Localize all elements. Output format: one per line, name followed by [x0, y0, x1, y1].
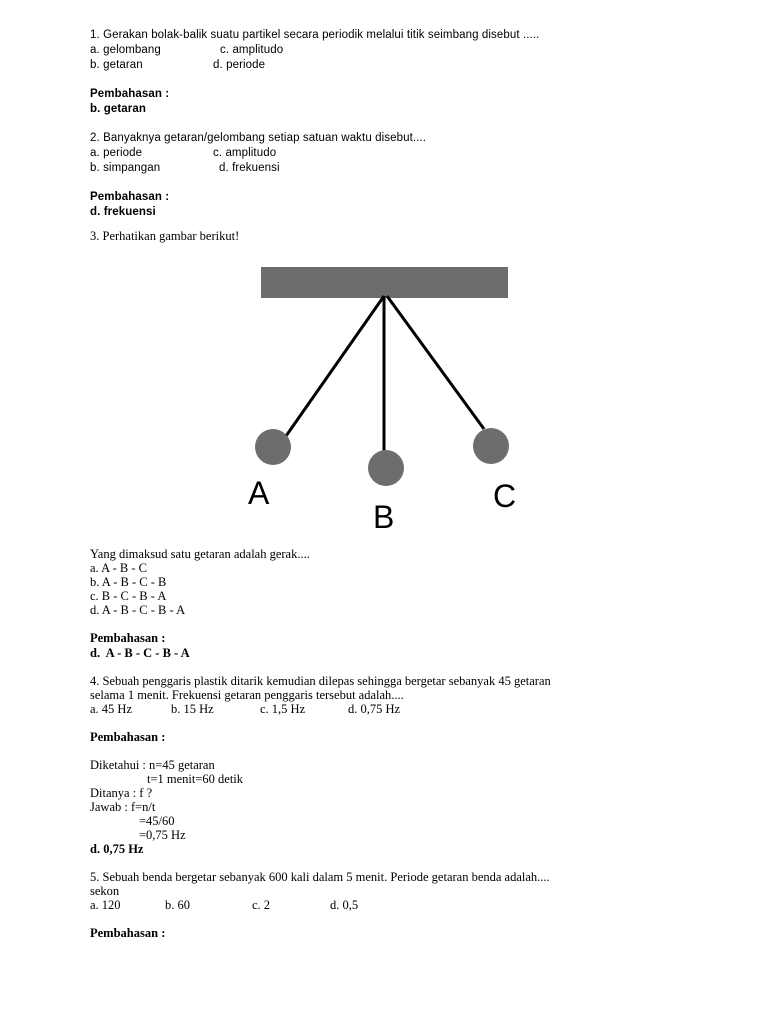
q1-discussion-label: Pembahasan :	[90, 88, 170, 100]
q4-question-line2: selama 1 menit. Frekuensi getaran penggaris tersebut adalah....	[90, 688, 404, 702]
q1-option-c: c. amplitudo	[220, 44, 284, 56]
pendulum-bob-b	[368, 450, 404, 486]
q5-option-d: d. 0,5	[330, 898, 359, 912]
q4-discussion-label: Pembahasan :	[90, 730, 166, 744]
pendulum-bob-c	[473, 428, 509, 464]
q3-discussion-label: Pembahasan :	[90, 631, 166, 645]
q4-option-c: c. 1,5 Hz	[260, 702, 306, 716]
q1-option-d: d. periode	[213, 59, 266, 71]
q3-option-b: b. A - B - C - B	[90, 575, 167, 589]
pendulum-label-b: B	[373, 499, 395, 535]
q1-answer: b. getaran	[90, 103, 146, 115]
q3-option-c: c. B - C - B - A	[90, 589, 167, 603]
q4-solution-line: t=1 menit=60 detik	[147, 772, 244, 786]
q1-option-a: a. gelombang	[90, 44, 161, 56]
q2-option-a: a. periode	[90, 147, 143, 159]
q4-solution-line: Jawab : f=n/t	[90, 800, 156, 814]
q2-option-b: b. simpangan	[90, 162, 161, 174]
q2-option-d: d. frekuensi	[219, 162, 280, 174]
q3-intro: 3. Perhatikan gambar berikut!	[90, 229, 240, 243]
pendulum-figure	[230, 258, 550, 543]
q5-option-b: b. 60	[165, 898, 190, 912]
q5-question-line2: sekon	[90, 884, 120, 898]
q4-solution-line: =45/60	[139, 814, 175, 828]
q4-option-a: a. 45 Hz	[90, 702, 132, 716]
q2-question: 2. Banyaknya getaran/gelombang setiap satuan waktu disebut....	[90, 132, 427, 144]
q4-question-line1: 4. Sebuah penggaris plastik ditarik kemudian dilepas sehingga bergetar sebanyak 45 getaran	[90, 674, 551, 688]
pendulum-label-a: A	[248, 475, 270, 511]
q4-option-b: b. 15 Hz	[171, 702, 214, 716]
q4-solution-line: Ditanya : f ?	[90, 786, 153, 800]
q5-option-c: c. 2	[252, 898, 271, 912]
q5-question-line1: 5. Sebuah benda bergetar sebanyak 600 kali dalam 5 menit. Periode getaran benda adalah....	[90, 870, 550, 884]
q2-option-c: c. amplitudo	[213, 147, 277, 159]
pendulum-support-bar	[261, 267, 508, 298]
pendulum-label-c: C	[493, 478, 517, 514]
q3-option-a: a. A - B - C	[90, 561, 147, 575]
q2-answer: d. frekuensi	[90, 206, 156, 218]
pendulum-string-c	[387, 296, 484, 429]
pendulum-string-a	[286, 296, 384, 436]
q2-discussion-label: Pembahasan :	[90, 191, 170, 203]
q1-option-b: b. getaran	[90, 59, 143, 71]
q1-question: 1. Gerakan bolak-balik suatu partikel secara periodik melalui titik seimbang disebut .....	[90, 29, 540, 41]
q5-option-a: a. 120	[90, 898, 121, 912]
q4-solution-line: Diketahui : n=45 getaran	[90, 758, 215, 772]
q3-question: Yang dimaksud satu getaran adalah gerak....	[90, 547, 310, 561]
pendulum-bob-a	[255, 429, 291, 465]
q4-solution-line: =0,75 Hz	[139, 828, 186, 842]
q4-answer: d. 0,75 Hz	[90, 842, 144, 856]
q3-option-d: d. A - B - C - B - A	[90, 603, 186, 617]
q3-answer: d. A - B - C - B - A	[90, 646, 190, 660]
q5-discussion-label: Pembahasan :	[90, 926, 166, 940]
q4-option-d: d. 0,75 Hz	[348, 702, 401, 716]
